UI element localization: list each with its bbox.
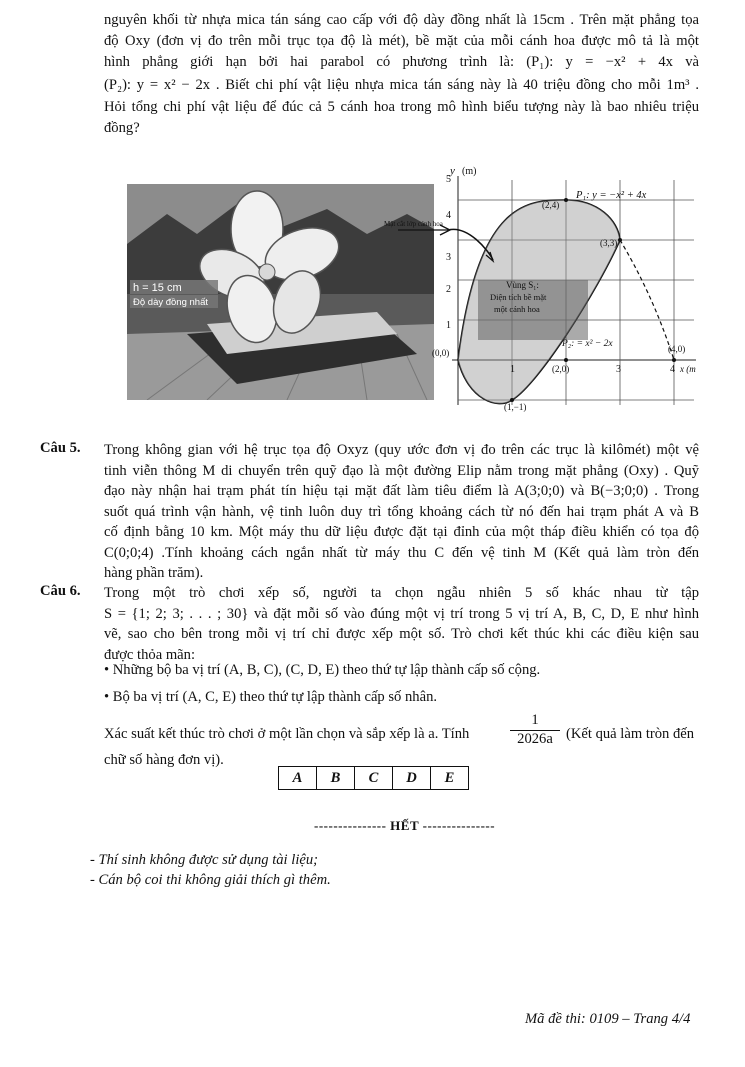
position-table: [278, 766, 469, 790]
y-tick: 3: [446, 252, 451, 263]
intro-line: nguyên khối từ nhựa mica tán sáng cao cấp với độ dày đồng nhất là 15cm . Trên mặt phẳng tọa: [104, 12, 699, 28]
note-line: - Thí sinh không được sử dụng tài liệu;: [90, 852, 319, 868]
cross-section-label: Mặt cắt lớp cánh hoa: [384, 220, 443, 228]
q5-line: C(0;0;4) .Tính khoảng cách ngắn nhất từ máy thu C đến vệ tinh M (Kết quả làm tròn đến: [104, 544, 699, 561]
x-tick: 3: [616, 364, 621, 375]
y-tick: 4: [446, 210, 451, 221]
thickness-caption: Độ dày đồng nhất: [133, 297, 209, 308]
position-cell-a: A: [279, 767, 317, 790]
x-axis-label: x (m: [680, 364, 696, 374]
point-label: (1,−1): [504, 402, 527, 412]
q6-line: S = {1; 2; 3; . . . ; 30} và đặt mỗi số vào đúng một vị trí trong 5 vị trí A, B, C, D, E như hình: [104, 605, 699, 622]
y-tick: 1: [446, 320, 451, 331]
position-cell-b: B: [317, 767, 355, 790]
question-6-text: [104, 583, 699, 665]
q6-line: vẽ, sao cho bên trong mỗi vị trí chỉ được xếp một số. Trò chơi kết thúc khi các điều kiện sau: [104, 626, 699, 642]
region-label: một cánh hoa: [494, 304, 540, 314]
p2-label: P₂: = x² − 2x: [562, 339, 613, 349]
q6-line: Trong một trò chơi xếp số, người ta chọn ngẫu nhiên 5 số khác nhau từ tập: [104, 585, 699, 601]
point-label: (3,3): [600, 238, 618, 248]
origin-label: (0,0): [432, 348, 450, 358]
point-label: (4,0): [668, 344, 686, 354]
condition-bullet-1: • Những bộ ba vị trí (A, B, C), (C, D, E) theo thứ tự lập thành cấp số cộng.: [104, 662, 541, 678]
y-tick: 2: [446, 284, 451, 295]
position-cell-c: C: [355, 767, 393, 790]
fraction-numerator: 1: [510, 712, 560, 731]
question-5-text: [104, 440, 699, 584]
question-6-label: Câu 6.: [40, 583, 81, 599]
y-axis-label: y: [450, 165, 455, 177]
intro-line: hình phẳng giới hạn bởi hai parabol có phương trình là: (P₁): y = −x² + 4x và: [104, 54, 699, 70]
intro-line: độ Oxy (đơn vị đo trên mỗi trục tọa độ là mét), bề mặt của mỗi cánh hoa được mô tả là một: [104, 32, 699, 49]
intro-paragraph: [104, 10, 699, 138]
x-tick: 4: [670, 364, 675, 375]
position-cell-d: D: [393, 767, 431, 790]
note-line: - Cán bộ coi thi không giải thích gì thêm.: [90, 872, 331, 888]
question-5-label: Câu 5.: [40, 440, 81, 456]
condition-bullet-2: • Bộ ba vị trí (A, C, E) theo thứ tự lập thành cấp số nhân.: [104, 689, 438, 705]
q5-line: suốt quá trình vận hành, vệ tinh luôn duy trì tổng khoảng cách từ nó đến hai trạm phát A và B: [104, 503, 699, 520]
petal-parabola-graph: [378, 160, 700, 412]
intro-line: Hỏi tổng chi phí vật liệu để đúc cả 5 cánh hoa trong mô hình biểu tượng này là bao nhiêu triệu: [104, 99, 699, 115]
position-cell-e: E: [431, 767, 469, 790]
fraction-denominator: 2026a: [517, 731, 553, 747]
page-footer: Mã đề thi: 0109 – Trang 4/4: [525, 1011, 691, 1027]
q5-line: cố định bằng 10 km. Một máy thu dữ liệu được đặt tại đỉnh của một tháp điều khiển có tọa độ: [104, 524, 699, 540]
q5-line: đạo này nhận hai trạm phát tín hiệu tại mặt đất làm tiêu điểm là A(3;0;0) và B(−3;0;0) . Trong: [104, 483, 699, 499]
q5-line: hàng phần trăm).: [104, 565, 204, 581]
intro-line: (P₂): y = x² − 2x . Biết chi phí vật liệu nhựa mica tán sáng này là 40 triệu đồng cho mỗi 1m³ .: [104, 77, 699, 93]
p1-label: P₁: y = −x² + 4x: [576, 190, 647, 201]
region-label: Diện tích bề mặt: [490, 292, 547, 302]
rounding-note-cont: chữ số hàng đơn vị).: [104, 752, 224, 768]
q5-line: tinh viễn thông M di chuyển trên quỹ đạo là một đường Elip nằm trong mặt phẳng (Oxy) . Quỹ: [104, 462, 699, 479]
end-marker: --------------- HẾT ---------------: [314, 818, 496, 833]
probability-text: Xác suất kết thúc trò chơi ở một lần chọn và sắp xếp là a. Tính: [104, 726, 470, 742]
region-label: Vùng S₁:: [506, 280, 539, 290]
x-tick: 1: [510, 364, 515, 375]
fraction: [510, 712, 560, 748]
y-axis-unit: (m): [462, 166, 477, 177]
point-label: (2,4): [542, 200, 560, 210]
point-label: (2,0): [552, 364, 570, 374]
thickness-label: h = 15 cm: [133, 282, 182, 294]
q5-line: Trong không gian với hệ trục tọa độ Oxyz (quy ước đơn vị đo trên các trục là kilômét) một vệ: [104, 442, 699, 458]
intro-line: đồng?: [104, 119, 140, 136]
q6-line: được thỏa mãn:: [104, 646, 196, 663]
rounding-note: (Kết quả làm tròn đến: [566, 726, 695, 742]
y-tick: 5: [446, 174, 451, 185]
